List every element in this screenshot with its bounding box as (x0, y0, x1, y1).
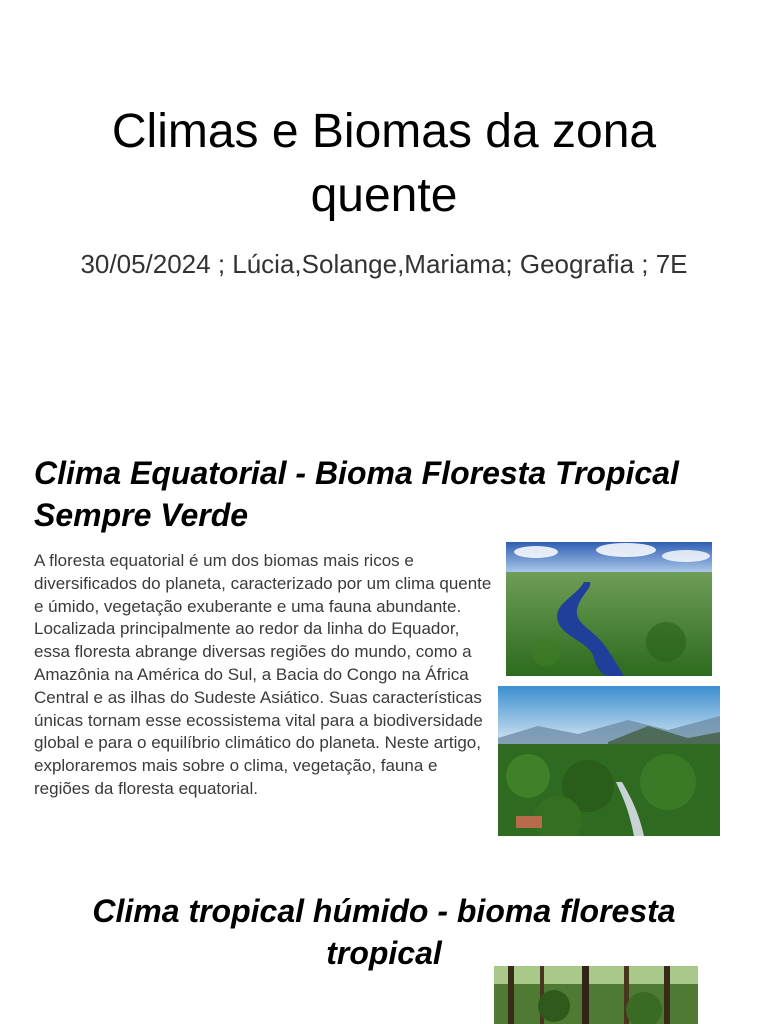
tropical-forest-trees-image (494, 966, 698, 1024)
page-subtitle: 30/05/2024 ; Lúcia,Solange,Mariama; Geografia ; 7E (80, 249, 688, 279)
section-paragraph-equatorial: A floresta equatorial é um dos biomas mais ricos e diversificados do planeta, caracterizado por um clima quente e úmido, vegetação exuberante e uma fauna abundante. Localizada principalmente ao redor da linha do Equador, essa floresta abrange diversas regiões do mundo, como a Amazônia na América do Sul, a Bacia do Congo na África Central e as ilhas do Sudeste Asiático. Suas características únicas tornam esse ecossistema vital para a biodiversidade global e para o equilíbrio climático do planeta. Neste artigo, exploraremos mais sobre o clima, vegetação, fauna e regiões da floresta equatorial. (34, 551, 492, 798)
rainforest-mountains-image (498, 686, 720, 836)
section-heading-tropical: Clima tropical húmido - bioma floresta tropical (92, 893, 676, 971)
section-heading-equatorial: Clima Equatorial - Bioma Floresta Tropical Sempre Verde (34, 455, 679, 533)
page-title: Climas e Biomas da zona quente (111, 105, 657, 222)
amazon-river-aerial-image (506, 542, 712, 676)
